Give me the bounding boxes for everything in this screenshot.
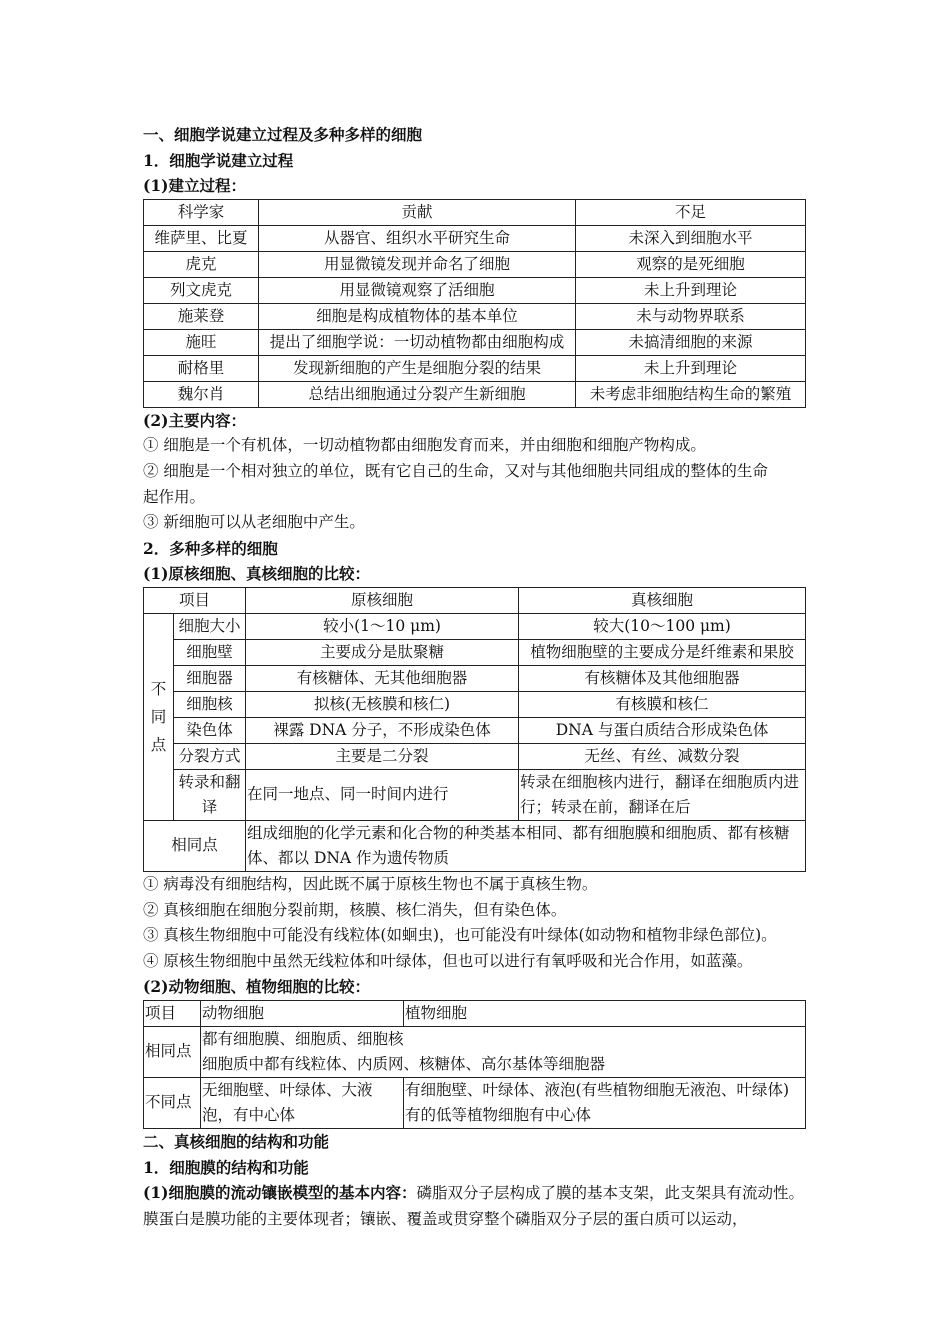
table-cell: 发现新细胞的产生是细胞分裂的结果	[259, 355, 576, 381]
table-cell: 未搞清细胞的来源	[576, 329, 806, 355]
table-cell: 裸露 DNA 分子，不形成染色体	[246, 717, 519, 743]
table-header-row	[144, 199, 806, 225]
table-cell: 细胞器	[174, 665, 246, 691]
table-row	[144, 1077, 806, 1128]
table-cell: 主要是二分裂	[246, 743, 519, 769]
table-row	[144, 691, 806, 717]
table-cell: 细胞核	[174, 691, 246, 717]
table-row	[144, 613, 806, 639]
note-line: ① 病毒没有细胞结构，因此既不属于原核生物也不属于真核生物。	[143, 874, 598, 893]
table-row	[144, 355, 806, 381]
table-cell: 无细胞壁、叶绿体、大液泡，有中心体	[201, 1077, 404, 1128]
table-cell: 植物细胞壁的主要成分是纤维素和果胶	[519, 639, 806, 665]
content-point: ① 细胞是一个有机体，一切动植物都由细胞发育而来，并由细胞和细胞产物构成。	[143, 436, 706, 455]
table-cell: 较大(10～100 μm)	[519, 613, 806, 639]
table-header-cell: 真核细胞	[519, 587, 806, 613]
note-line: ② 真核细胞在细胞分裂前期，核膜、核仁消失，但有染色体。	[143, 900, 567, 919]
table-header-cell: 不足	[576, 199, 806, 225]
table-cell: 未与动物界联系	[576, 303, 806, 329]
note-line: ④ 原核生物细胞中虽然无线粒体和叶绿体，但也可以进行有氧呼吸和光合作用，如蓝藻。	[143, 951, 753, 970]
table-cell: 有核糖体及其他细胞器	[519, 665, 806, 691]
diff-label: 不同点	[150, 679, 167, 754]
subheading-pro-eu: (1)原核细胞、真核细胞的比较：	[143, 564, 370, 584]
table-cell: 无丝、有丝、减数分裂	[519, 743, 806, 769]
table-header-cell: 科学家	[144, 199, 259, 225]
table-row	[144, 381, 806, 407]
table-row	[144, 639, 806, 665]
table-header-cell: 植物细胞	[404, 1000, 806, 1026]
table-cell: 有核膜和核仁	[519, 691, 806, 717]
subheading-main-content: (2)主要内容：	[143, 410, 246, 430]
same-label-cell: 相同点	[144, 820, 246, 871]
membrane-lead: (1)细胞膜的流动镶嵌模型的基本内容：	[143, 1183, 417, 1203]
note-line: ③ 真核生物细胞中可能没有线粒体(如蛔虫)，也可能没有叶绿体(如动物和植物非绿色部位)。	[143, 926, 777, 945]
same-line: 细胞质中都有线粒体、内质网、核糖体、高尔基体等细胞器	[202, 1054, 606, 1073]
table-cell: 细胞壁	[174, 639, 246, 665]
table-row	[144, 717, 806, 743]
table-cell: 未考虑非细胞结构生命的繁殖	[576, 381, 806, 407]
table-cell: 耐格里	[144, 355, 259, 381]
table-row	[144, 743, 806, 769]
table-cell: 转录在细胞核内进行，翻译在细胞质内进行；转录在前，翻译在后	[519, 769, 806, 820]
table-header-cell: 项目	[144, 587, 246, 613]
content-point: 起作用。	[143, 487, 206, 506]
document-page	[143, 122, 805, 1232]
content-point: ③ 新细胞可以从老细胞中产生。	[143, 513, 365, 532]
table-cell: 未上升到理论	[576, 277, 806, 303]
cell-theory-table	[143, 199, 806, 408]
same-line: 都有细胞膜、细胞质、细胞核	[202, 1029, 404, 1048]
table-cell: 观察的是死细胞	[576, 251, 806, 277]
section2-heading: 二、真核细胞的结构和功能	[143, 1131, 330, 1151]
table-cell: 未上升到理论	[576, 355, 806, 381]
table-row	[144, 769, 806, 820]
table-cell: 有核糖体、无其他细胞器	[246, 665, 519, 691]
animal-plant-table	[143, 1000, 806, 1129]
subheading-animal-plant: (2)动物细胞、植物细胞的比较：	[143, 977, 370, 997]
table-cell: 分裂方式	[174, 743, 246, 769]
subheading-process: (1)建立过程：	[143, 176, 246, 196]
prokaryote-eukaryote-table	[143, 587, 806, 872]
table-cell: 有细胞壁、叶绿体、液泡(有些植物细胞无液泡、叶绿体)有的低等植物细胞有中心体	[404, 1077, 806, 1128]
table-cell: 在同一地点、同一时间内进行	[246, 769, 519, 820]
table-cell: 从器官、组织水平研究生命	[259, 225, 576, 251]
table-cell: 列文虎克	[144, 277, 259, 303]
table-cell: 维萨里、比夏	[144, 225, 259, 251]
table-cell: 魏尔肖	[144, 381, 259, 407]
table-cell: 用显微镜发现并命名了细胞	[259, 251, 576, 277]
table-cell: 施旺	[144, 329, 259, 355]
membrane-text: 磷脂双分子层构成了膜的基本支架，此支架具有流动性。膜蛋白是膜功能的主要体现者；镶嵌、覆盖或贯穿整个磷脂双分子层的蛋白质可以运动，	[143, 1184, 804, 1228]
table-header-row	[144, 1000, 806, 1026]
table-header-row	[144, 587, 806, 613]
table-row	[144, 303, 806, 329]
membrane-paragraph	[143, 1180, 805, 1232]
table-cell: 主要成分是肽聚糖	[246, 639, 519, 665]
table-row	[144, 251, 806, 277]
table-cell: 组成细胞的化学元素和化合物的种类基本相同、都有细胞膜和细胞质、都有核糖体、都以 DNA 作为遗传物质	[246, 820, 806, 871]
table-cell: 细胞大小	[174, 613, 246, 639]
table-row	[144, 225, 806, 251]
diff-label-cell	[144, 613, 174, 820]
table-header-cell: 项目	[144, 1000, 201, 1026]
table-cell: DNA 与蛋白质结合形成染色体	[519, 717, 806, 743]
section1-heading: 一、细胞学说建立过程及多种多样的细胞	[143, 125, 423, 144]
table-header-cell: 动物细胞	[201, 1000, 404, 1026]
table-header-cell: 原核细胞	[246, 587, 519, 613]
subsection-diverse-cells: 2．多种多样的细胞	[143, 538, 278, 558]
table-row	[144, 329, 806, 355]
table-cell: 提出了细胞学说：一切动植物都由细胞构成	[259, 329, 576, 355]
same-label-cell: 相同点	[144, 1026, 201, 1077]
table-row	[144, 1026, 806, 1077]
table-header-cell: 贡献	[259, 199, 576, 225]
table-cell: 总结出细胞通过分裂产生新细胞	[259, 381, 576, 407]
table-cell: 较小(1～10 μm)	[246, 613, 519, 639]
table-row	[144, 665, 806, 691]
table-row	[144, 277, 806, 303]
diff-label-cell: 不同点	[144, 1077, 201, 1128]
subsection-cell-theory: 1．细胞学说建立过程	[143, 150, 294, 170]
table-cell: 细胞是构成植物体的基本单位	[259, 303, 576, 329]
same-content-cell	[201, 1026, 806, 1077]
content-point: ② 细胞是一个相对独立的单位，既有它自己的生命，又对与其他细胞共同组成的整体的生命	[143, 461, 768, 480]
table-cell: 未深入到细胞水平	[576, 225, 806, 251]
table-row	[144, 820, 806, 871]
table-cell: 转录和翻译	[174, 769, 246, 820]
table-cell: 拟核(无核膜和核仁)	[246, 691, 519, 717]
table-cell: 施莱登	[144, 303, 259, 329]
table-cell: 染色体	[174, 717, 246, 743]
table-cell: 虎克	[144, 251, 259, 277]
table-cell: 用显微镜观察了活细胞	[259, 277, 576, 303]
subsection-membrane: 1．细胞膜的结构和功能	[143, 1157, 309, 1177]
